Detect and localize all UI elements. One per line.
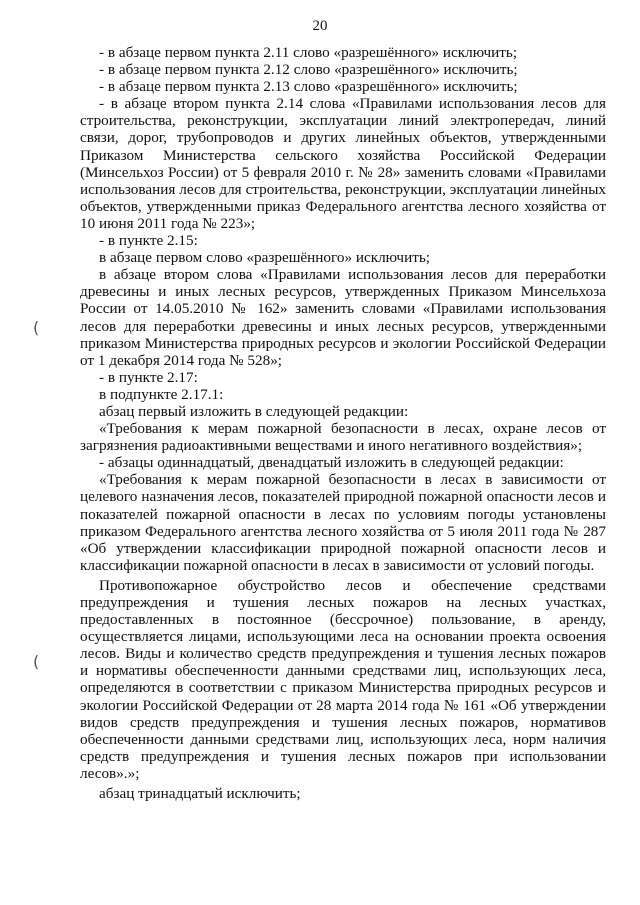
paragraph: - в абзаце втором пункта 2.14 слова «Правилами использования лесов для строительства, реконструкции, эксплуатации линий электропередач, линий связи, дорог, трубопроводов и других линейных объектов, утвержденными Приказом Министерства сельского хозяйства Российской Федерации (Минсельхоз России) от 5 февраля 2010 г. № 28» заменить словами «Правилами использования лесов для строительства, реконструкции, эксплуатации линейных объектов, утвержденными приказ Федерального агентства лесного хозяйства от 10 июня 2011 года № 223»; bbox=[80, 95, 606, 232]
paragraph: Противопожарное обустройство лесов и обеспечение средствами предупреждения и тушения лесных пожаров на лесных участках, предоставленных в постоянное (бессрочное) пользование, в аренду, осуществляется лицами, использующими леса на основании проекта освоения лесов. Виды и количество средств предупреждения и тушения лесных пожаров и нормативы обеспеченности данными средствами лиц, использующих леса, определяются в соответствии с приказом Министерства природных ресурсов и экологии Российской Федерации от 28 марта 2014 года № 161 «Об утверждении видов средств предупреждения и тушения лесных пожаров, нормативов обеспеченности данными средствами лиц, использующих леса, норм наличия средств предупреждения и тушения лесных пожаров при использовании лесов».»; bbox=[80, 576, 606, 782]
document-body bbox=[80, 44, 606, 802]
paragraph: «Требования к мерам пожарной безопасности в лесах, охране лесов от загрязнения радиоактивными веществами и иного негативного воздействия»; bbox=[80, 420, 606, 455]
paragraph: в подпункте 2.17.1: bbox=[99, 385, 224, 403]
paragraph: - в абзаце первом пункта 2.13 слово «разрешённого» исключить; bbox=[99, 78, 518, 96]
paragraph: абзац тринадцатый исключить; bbox=[99, 785, 301, 803]
paragraph: - в пункте 2.17: bbox=[99, 368, 198, 386]
paragraph: в абзаце втором слова «Правилами использования лесов для переработки древесины и иных лесных ресурсов, утвержденных Приказом Минсельхоза России от 14.05.2010 № 162» заменить словами «Правилами использования лесов для переработки древесины и иных лесных ресурсов, утвержденными приказом Министерства природных ресурсов и экологии Российской Федерации от 1 декабря 2014 года № 528»; bbox=[80, 266, 606, 369]
paragraph: - в абзаце первом пункта 2.12 слово «разрешённого» исключить; bbox=[99, 61, 518, 79]
paragraph: - в абзаце первом пункта 2.11 слово «разрешённого» исключить; bbox=[99, 44, 518, 61]
scan-bracket-mark: ( bbox=[33, 318, 40, 337]
paragraph: в абзаце первом слово «разрешённого» исключить; bbox=[99, 249, 430, 267]
paragraph: - в пункте 2.15: bbox=[99, 232, 198, 250]
scan-bracket-mark: ( bbox=[33, 652, 40, 671]
paragraph: «Требования к мерам пожарной безопасности в лесах в зависимости от целевого назначения лесов, показателей природной пожарной опасности лесов и показателей пожарной опасности в лесах по условиям погоды установлены приказом Федерального агентства лесного хозяйства от 5 июля 2011 года № 287 «Об утверждении классификации природной пожарной опасности лесов и классификации пожарной опасности в лесах в зависимости от условий погоды. bbox=[80, 471, 606, 574]
page-number: 20 bbox=[312, 18, 328, 34]
paragraph: абзац первый изложить в следующей редакции: bbox=[99, 402, 409, 420]
paragraph: - абзацы одиннадцатый, двенадцатый изложить в следующей редакции: bbox=[99, 454, 564, 472]
